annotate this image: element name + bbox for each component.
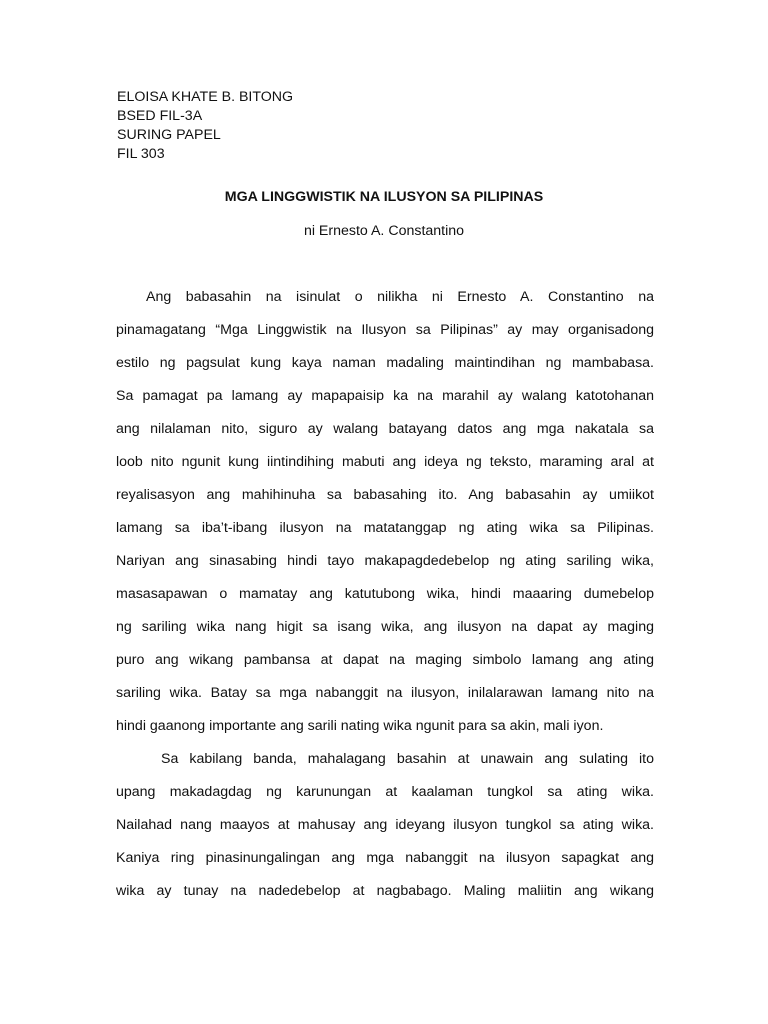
paragraph-1-line: pinamagatang “Mga Linggwistik na Ilusyon sa Pilipinas” ay may organisadong <box>116 322 654 338</box>
author-line: ni Ernesto A. Constantino <box>303 223 465 239</box>
paragraph-1-line: hindi gaanong importante ang sarili nating wika ngunit para sa akin, mali iyon. <box>116 718 604 734</box>
paragraph-2-line: wika ay tunay na nadedebelop at nagbabago. Maling maliitin ang wikang <box>116 883 654 899</box>
subject-code: FIL 303 <box>117 146 165 162</box>
paragraph-2-line: upang makadagdag ng karunungan at kaalaman tungkol sa ating wika. <box>116 784 654 800</box>
student-name: ELOISA KHATE B. BITONG <box>117 89 294 105</box>
paragraph-1-line: Ang babasahin na isinulat o nilikha ni Ernesto A. Constantino na <box>146 289 654 305</box>
paragraph-1-line: sariling wika. Batay sa mga nabanggit na ilusyon, inilalarawan lamang nito na <box>116 685 654 701</box>
paragraph-1-line: ang nilalaman nito, siguro ay walang batayang datos ang mga nakatala sa <box>116 421 654 437</box>
course-section: BSED FIL-3A <box>117 108 203 124</box>
paragraph-1-line: masasapawan o mamatay ang katutubong wika, hindi maaaring dumebelop <box>116 586 654 602</box>
paragraph-2-line: Kaniya ring pinasinungalingan ang mga nabanggit na ilusyon sapagkat ang <box>116 850 654 866</box>
paragraph-1-line: estilo ng pagsulat kung kaya naman madaling maintindihan ng mambabasa. <box>116 355 654 371</box>
paragraph-1-line: puro ang wikang pambansa at dapat na maging simbolo lamang ang ating <box>116 652 654 668</box>
document-title: MGA LINGGWISTIK NA ILUSYON SA PILIPINAS <box>224 189 544 205</box>
paragraph-1-line: loob nito ngunit kung iintindihing mabuti ang ideya ng teksto, maraming aral at <box>116 454 654 470</box>
header-block <box>117 88 293 164</box>
paragraph-1-line: ng sariling wika nang higit sa isang wika, ang ilusyon na dapat ay maging <box>116 619 654 635</box>
paragraph-1-line: Nariyan ang sinasabing hindi tayo makapagdedebelop ng ating sariling wika, <box>116 553 654 569</box>
paragraph-2-line: Nailahad nang maayos at mahusay ang ideyang ilusyon tungkol sa ating wika. <box>116 817 654 833</box>
document-type: SURING PAPEL <box>117 127 221 143</box>
paragraph-2-line: Sa kabilang banda, mahalagang basahin at unawain ang sulating ito <box>161 751 654 767</box>
paragraph-1-line: reyalisasyon ang mahihinuha sa babasahing ito. Ang babasahin ay umiikot <box>116 487 654 503</box>
paragraph-1-line: lamang sa iba’t-ibang ilusyon na matatanggap ng ating wika sa Pilipinas. <box>116 520 654 536</box>
paragraph-1-line: Sa pamagat pa lamang ay mapapaisip ka na marahil ay walang katotohanan <box>116 388 654 404</box>
